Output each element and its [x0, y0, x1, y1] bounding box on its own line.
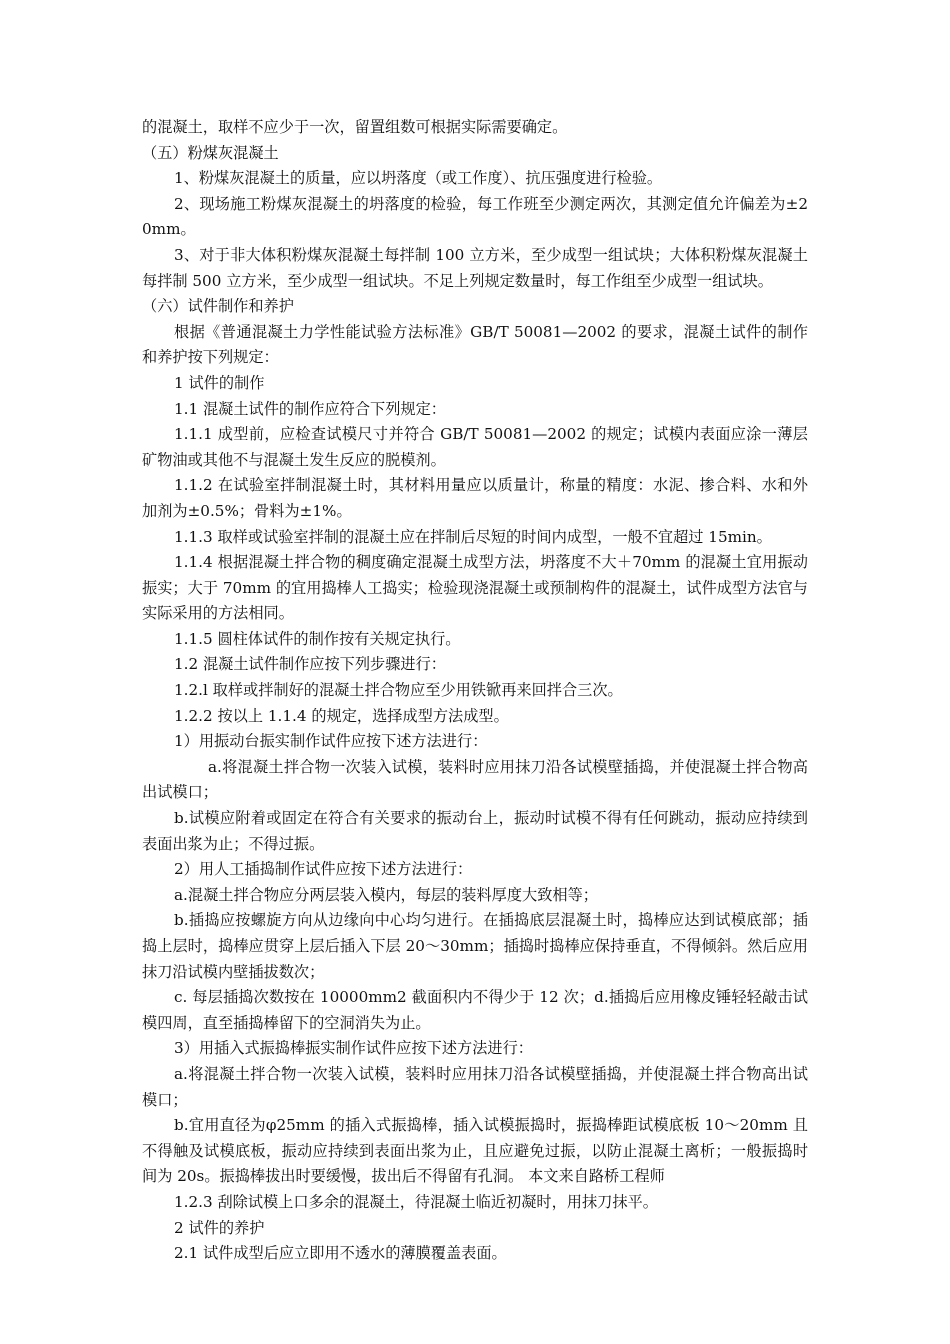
- paragraph: （五）粉煤灰混凝土: [142, 143, 279, 162]
- paragraph: 2、现场施工粉煤灰混凝土的坍落度的检验，每工作班至少测定两次，其测定值允许偏差为±20mm。: [142, 194, 808, 239]
- paragraph: b.宜用直径为φ25mm 的插入式振捣棒，插入试模振捣时，振捣棒距试模底板 10～20mm 且不得触及试模底板，振动应持续到表面出浆为止，且应避免过振，以防止混凝土离析；一般振捣时间为 20s。振捣棒拔出时要缓慢，拔出后不得留有孔洞。 本文来自路桥工程师: [142, 1116, 808, 1186]
- paragraph: 3、对于非大体积粉煤灰混凝土每拌制 100 立方米，至少成型一组试块；大体积粉煤灰混凝土每拌制 500 立方米，至少成型一组试块。不足上列规定数量时，每工作组至少成型一组试块。: [142, 245, 808, 290]
- paragraph: 3）用插入式振捣棒振实制作试件应按下述方法进行：: [174, 1039, 533, 1058]
- paragraph: 1.1.3 取样或试验室拌制的混凝土应在拌制后尽短的时间内成型，一般不宜超过 15min。: [174, 527, 772, 546]
- paragraph: 1.2.2 按以上 1.1.4 的规定，选择成型方法成型。: [174, 706, 509, 725]
- paragraph: 2 试件的养护: [174, 1218, 265, 1237]
- paragraph: a.将混凝土拌合物一次装入试模，装料时应用抹刀沿各试模壁插捣，并使混凝土拌合物高出试模口；: [142, 757, 808, 802]
- paragraph: 根据《普通混凝土力学性能试验方法标准》GB/T 50081—2002 的要求，混凝土试件的制作和养护按下列规定：: [142, 322, 808, 367]
- paragraph: b.试模应附着或固定在符合有关要求的振动台上，振动时试模不得有任何跳动，振动应持续到表面出浆为止；不得过振。: [142, 809, 808, 853]
- paragraph: 1.2.3 刮除试模上口多余的混凝土，待混凝土临近初凝时，用抹刀抹平。: [174, 1192, 658, 1211]
- paragraph: c. 每层插捣次数按在 10000mm2 截面积内不得少于 12 次；d.插捣后应用橡皮锤轻轻敲击试模四周，直至插捣棒留下的空洞消失为止。: [142, 988, 808, 1032]
- paragraph: 1 试件的制作: [174, 373, 265, 392]
- paragraph: 1.1 混凝土试件的制作应符合下列规定：: [174, 399, 446, 418]
- paragraph: 1、粉煤灰混凝土的质量，应以坍落度（或工作度）、抗压强度进行检验。: [174, 169, 663, 188]
- paragraph: 1.1.1 成型前，应检查试模尺寸并符合 GB/T 50081—2002 的规定；试模内表面应涂一薄层矿物油或其他不与混凝土发生反应的脱模剂。: [142, 425, 808, 469]
- paragraph: 的混凝土，取样不应少于一次，留置组数可根据实际需要确定。: [142, 118, 568, 136]
- document-body: [142, 115, 808, 1267]
- paragraph: 2.1 试件成型后应立即用不透水的薄膜覆盖表面。: [174, 1244, 507, 1263]
- paragraph: 1.1.4 根据混凝土拌合物的稠度确定混凝土成型方法，坍落度不大＋70mm 的混凝土宜用振动振实；大于 70mm 的宜用捣棒人工捣实；检验现浇混凝土或预制构件的混凝土，试件成型方法官与实际采用的方法相同。: [142, 553, 808, 623]
- paragraph: 1.2.l 取样或拌制好的混凝土拌合物应至少用铁锨再来回拌合三次。: [174, 681, 623, 700]
- paragraph: 1.2 混凝土试件制作应按下列步骤进行：: [174, 655, 446, 674]
- paragraph: 1）用振动台振实制作试件应按下述方法进行：: [174, 732, 488, 751]
- paragraph: （六）试件制作和养护: [142, 297, 294, 316]
- paragraph: 1.1.5 圆柱体试件的制作按有关规定执行。: [174, 629, 461, 648]
- paragraph: 1.1.2 在试验室拌制混凝土时，其材料用量应以质量计，称量的精度：水泥、掺合料、水和外加剂为±0.5%；骨料为±1%。: [142, 476, 808, 520]
- paragraph: b.插捣应按螺旋方向从边缘向中心均匀进行。在插捣底层混凝土时，捣棒应达到试模底部；插捣上层时，捣棒应贯穿上层后插入下层 20～30mm；插捣时捣棒应保持垂直，不得倾斜。然后应用抹刀沿试模内壁插拔数次；: [142, 911, 808, 981]
- paragraph: a.混凝土拌合物应分两层装入模内，每层的装料厚度大致相等；: [174, 885, 598, 904]
- paragraph: 2）用人工插捣制作试件应按下述方法进行：: [174, 860, 473, 879]
- paragraph: a.将混凝土拌合物一次装入试模，装料时应用抹刀沿各试模壁插捣，并使混凝土拌合物高出试模口；: [142, 1064, 808, 1109]
